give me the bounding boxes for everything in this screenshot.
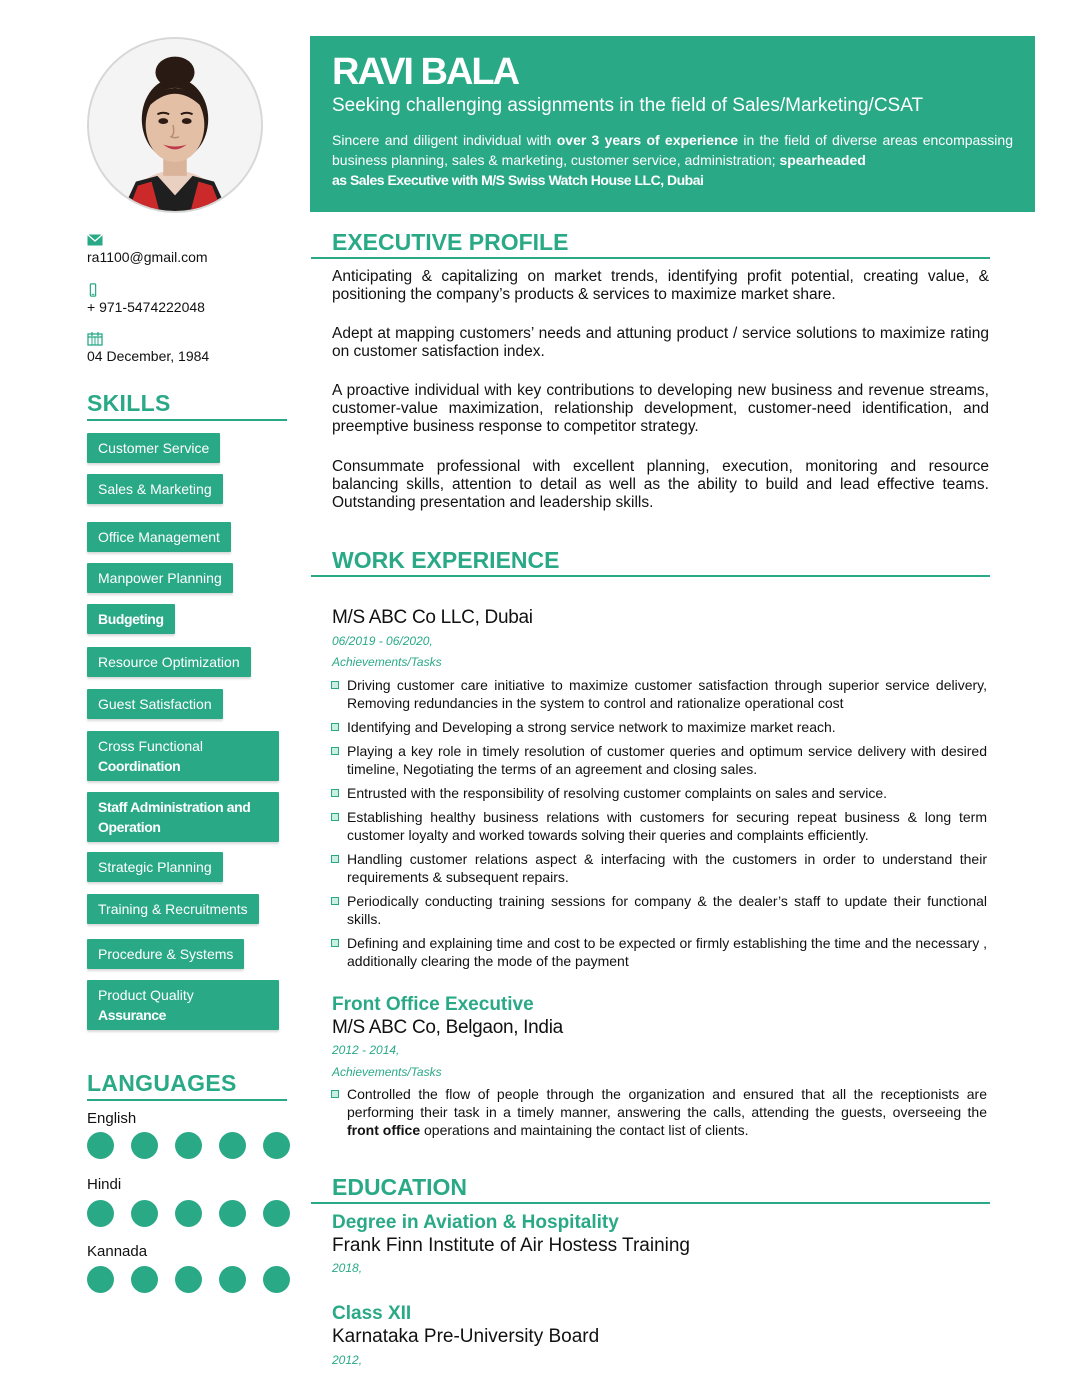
skills-heading: SKILLS	[87, 390, 287, 421]
skill-label: Manpower Planning	[98, 570, 222, 586]
bullet-part: operations and maintaining the contact list of clients.	[420, 1122, 749, 1138]
profile-photo	[87, 37, 263, 213]
skill-label: Cross Functional	[98, 738, 204, 754]
language-name: English	[87, 1110, 137, 1127]
skill-badge	[87, 980, 279, 1030]
skill-label-continued: Operation	[98, 819, 161, 835]
skill-label: Staff Administration and	[98, 799, 251, 815]
contact-dob	[87, 332, 209, 364]
job-bullet-list	[330, 1085, 987, 1145]
candidate-name: RAVI BALA	[332, 51, 519, 93]
skill-label: Office Management	[98, 529, 220, 545]
summary-highlight: as Sales Executive with M/S Swiss Watch House LLC, Dubai	[332, 172, 704, 188]
profile-paragraph: Adept at mapping customers’ needs and attuning product / service solutions to maximize rating on customer satisfaction index.	[332, 325, 989, 360]
skill-label: Training & Recruitments	[98, 901, 248, 917]
rating-dot	[175, 1266, 202, 1293]
education-year: 2012,	[332, 1353, 363, 1367]
language-rating	[87, 1200, 290, 1227]
bullet-highlight: front office	[347, 1122, 421, 1138]
job-bullet: Defining and explaining time and cost to be expected or firmly establishing the time and the necessary , additionally clearing the mode of the payment	[330, 934, 987, 970]
calendar-icon	[87, 332, 103, 346]
job-dates: 2012 - 2014,	[332, 1043, 400, 1057]
job-bullet: Entrusted with the responsibility of resolving customer complaints on sales and service.	[330, 784, 987, 802]
rating-dot	[219, 1132, 246, 1159]
rating-dot	[87, 1132, 114, 1159]
avatar-illustration	[89, 39, 261, 211]
job-bullet: Driving customer care initiative to maximize customer satisfaction through superior service delivery, Removing redundancies in the system to control and rationalize operational cost	[330, 676, 987, 712]
skill-label: Procedure & Systems	[98, 946, 234, 962]
rating-dot	[87, 1200, 114, 1227]
skill-label: Guest Satisfaction	[98, 696, 212, 712]
career-objective: Seeking challenging assignments in the field of Sales/Marketing/CSAT	[332, 95, 924, 116]
skill-badge	[87, 474, 223, 504]
rating-dot	[131, 1266, 158, 1293]
education-degree: Class XII	[332, 1303, 412, 1324]
rating-dot	[219, 1266, 246, 1293]
profile-paragraph: Consummate professional with excellent planning, execution, monitoring and resource balancing skills, attention to detail as well as the ability to build and lead effective teams. Outstanding presentation and leadership skills.	[332, 458, 989, 511]
skill-label-continued: Coordination	[98, 758, 181, 774]
executive-profile-heading: EXECUTIVE PROFILE	[311, 229, 990, 259]
education-year: 2018,	[332, 1261, 363, 1275]
job-bullet-list	[330, 676, 987, 976]
skill-label: Strategic Planning	[98, 859, 212, 875]
phone-icon	[87, 283, 99, 297]
job-company: M/S ABC Co LLC, Dubai	[332, 607, 533, 628]
job-company: M/S ABC Co, Belgaon, India	[332, 1017, 563, 1038]
header-banner	[310, 36, 1035, 212]
language-rating	[87, 1266, 290, 1293]
job-dates: 06/2019 - 06/2020,	[332, 634, 433, 648]
summary-part: in the field of diverse areas encompassing business planning, sales & marketing, customer service, administration;	[332, 132, 1013, 168]
summary-highlight: over 3 years of experience	[556, 132, 739, 148]
rating-dot	[131, 1200, 158, 1227]
skill-badge	[87, 792, 279, 842]
skill-badge	[87, 894, 259, 924]
skill-badge	[87, 689, 223, 719]
languages-heading: LANGUAGES	[87, 1070, 287, 1101]
rating-dot	[263, 1200, 290, 1227]
rating-dot	[87, 1266, 114, 1293]
summary-text	[332, 130, 1013, 190]
skill-badge	[87, 939, 244, 969]
skill-label: Sales & Marketing	[98, 481, 212, 497]
envelope-icon	[87, 233, 103, 247]
skill-label-continued: Assurance	[98, 1007, 166, 1023]
skill-badge	[87, 433, 220, 463]
skill-badge	[87, 522, 231, 552]
contact-email	[87, 233, 208, 265]
bullet-part: Controlled the flow of people through the organization and ensured that all the receptionists are performing their task in a timely manner, answering the calls, attending the guests, overseeing the	[347, 1086, 987, 1120]
job-bullet: Periodically conducting training sessions for company & the dealer’s staff to update their functional skills.	[330, 892, 987, 928]
contact-phone	[87, 283, 205, 315]
education-heading: EDUCATION	[311, 1174, 990, 1204]
job-bullet	[330, 1085, 987, 1139]
language-name: Kannada	[87, 1243, 148, 1260]
profile-paragraph: Anticipating & capitalizing on market trends, identifying profit potential, creating value, & positioning the company’s products & services to maximize market share.	[332, 268, 989, 303]
skill-label: Budgeting	[98, 611, 164, 627]
phone-text: + 971-5474222048	[87, 299, 205, 315]
language-name: Hindi	[87, 1176, 122, 1193]
education-degree: Degree in Aviation & Hospitality	[332, 1212, 619, 1233]
skill-label: Customer Service	[98, 440, 210, 456]
language-rating	[87, 1132, 290, 1159]
job-bullet: Playing a key role in timely resolution of customer queries and optimum service delivery with desired timeline, Negotiating the terms of an agreement and closing sales.	[330, 742, 987, 778]
rating-dot	[263, 1266, 290, 1293]
job-bullet: Handling customer relations aspect & interfacing with the customers in order to understand their requirements & subsequent repairs.	[330, 850, 987, 886]
education-institute: Karnataka Pre-University Board	[332, 1326, 600, 1347]
summary-highlight: spearheaded	[779, 152, 866, 168]
rating-dot	[175, 1200, 202, 1227]
rating-dot	[131, 1132, 158, 1159]
rating-dot	[263, 1132, 290, 1159]
skill-label: Resource Optimization	[98, 654, 240, 670]
job-role: Front Office Executive	[332, 994, 534, 1015]
rating-dot	[175, 1132, 202, 1159]
job-bullet: Establishing healthy business relations with customers for securing repeat business & long term customer loyalty and worked towards solving their queries and complaints efficiently.	[330, 808, 987, 844]
work-experience-heading: WORK EXPERIENCE	[311, 547, 990, 577]
dob-text: 04 December, 1984	[87, 348, 210, 364]
summary-part: Sincere and diligent individual with	[332, 132, 557, 148]
email-text: ra1100@gmail.com	[87, 249, 208, 265]
skill-badge	[87, 731, 279, 781]
rating-dot	[219, 1200, 246, 1227]
skill-badge	[87, 852, 223, 882]
achievements-label: Achievements/Tasks	[332, 655, 442, 669]
profile-paragraph: A proactive individual with key contributions to developing new business and revenue streams, customer-value maximization, relationship development, customer-need identification, and preemptive business response to competitor strategy.	[332, 382, 989, 435]
skill-badge	[87, 647, 251, 677]
skill-badge	[87, 604, 175, 634]
job-bullet: Identifying and Developing a strong service network to maximize market reach.	[330, 718, 987, 736]
education-institute: Frank Finn Institute of Air Hostess Training	[332, 1235, 690, 1256]
skill-badge	[87, 563, 233, 593]
skill-label: Product Quality	[98, 987, 194, 1003]
achievements-label: Achievements/Tasks	[332, 1065, 442, 1079]
